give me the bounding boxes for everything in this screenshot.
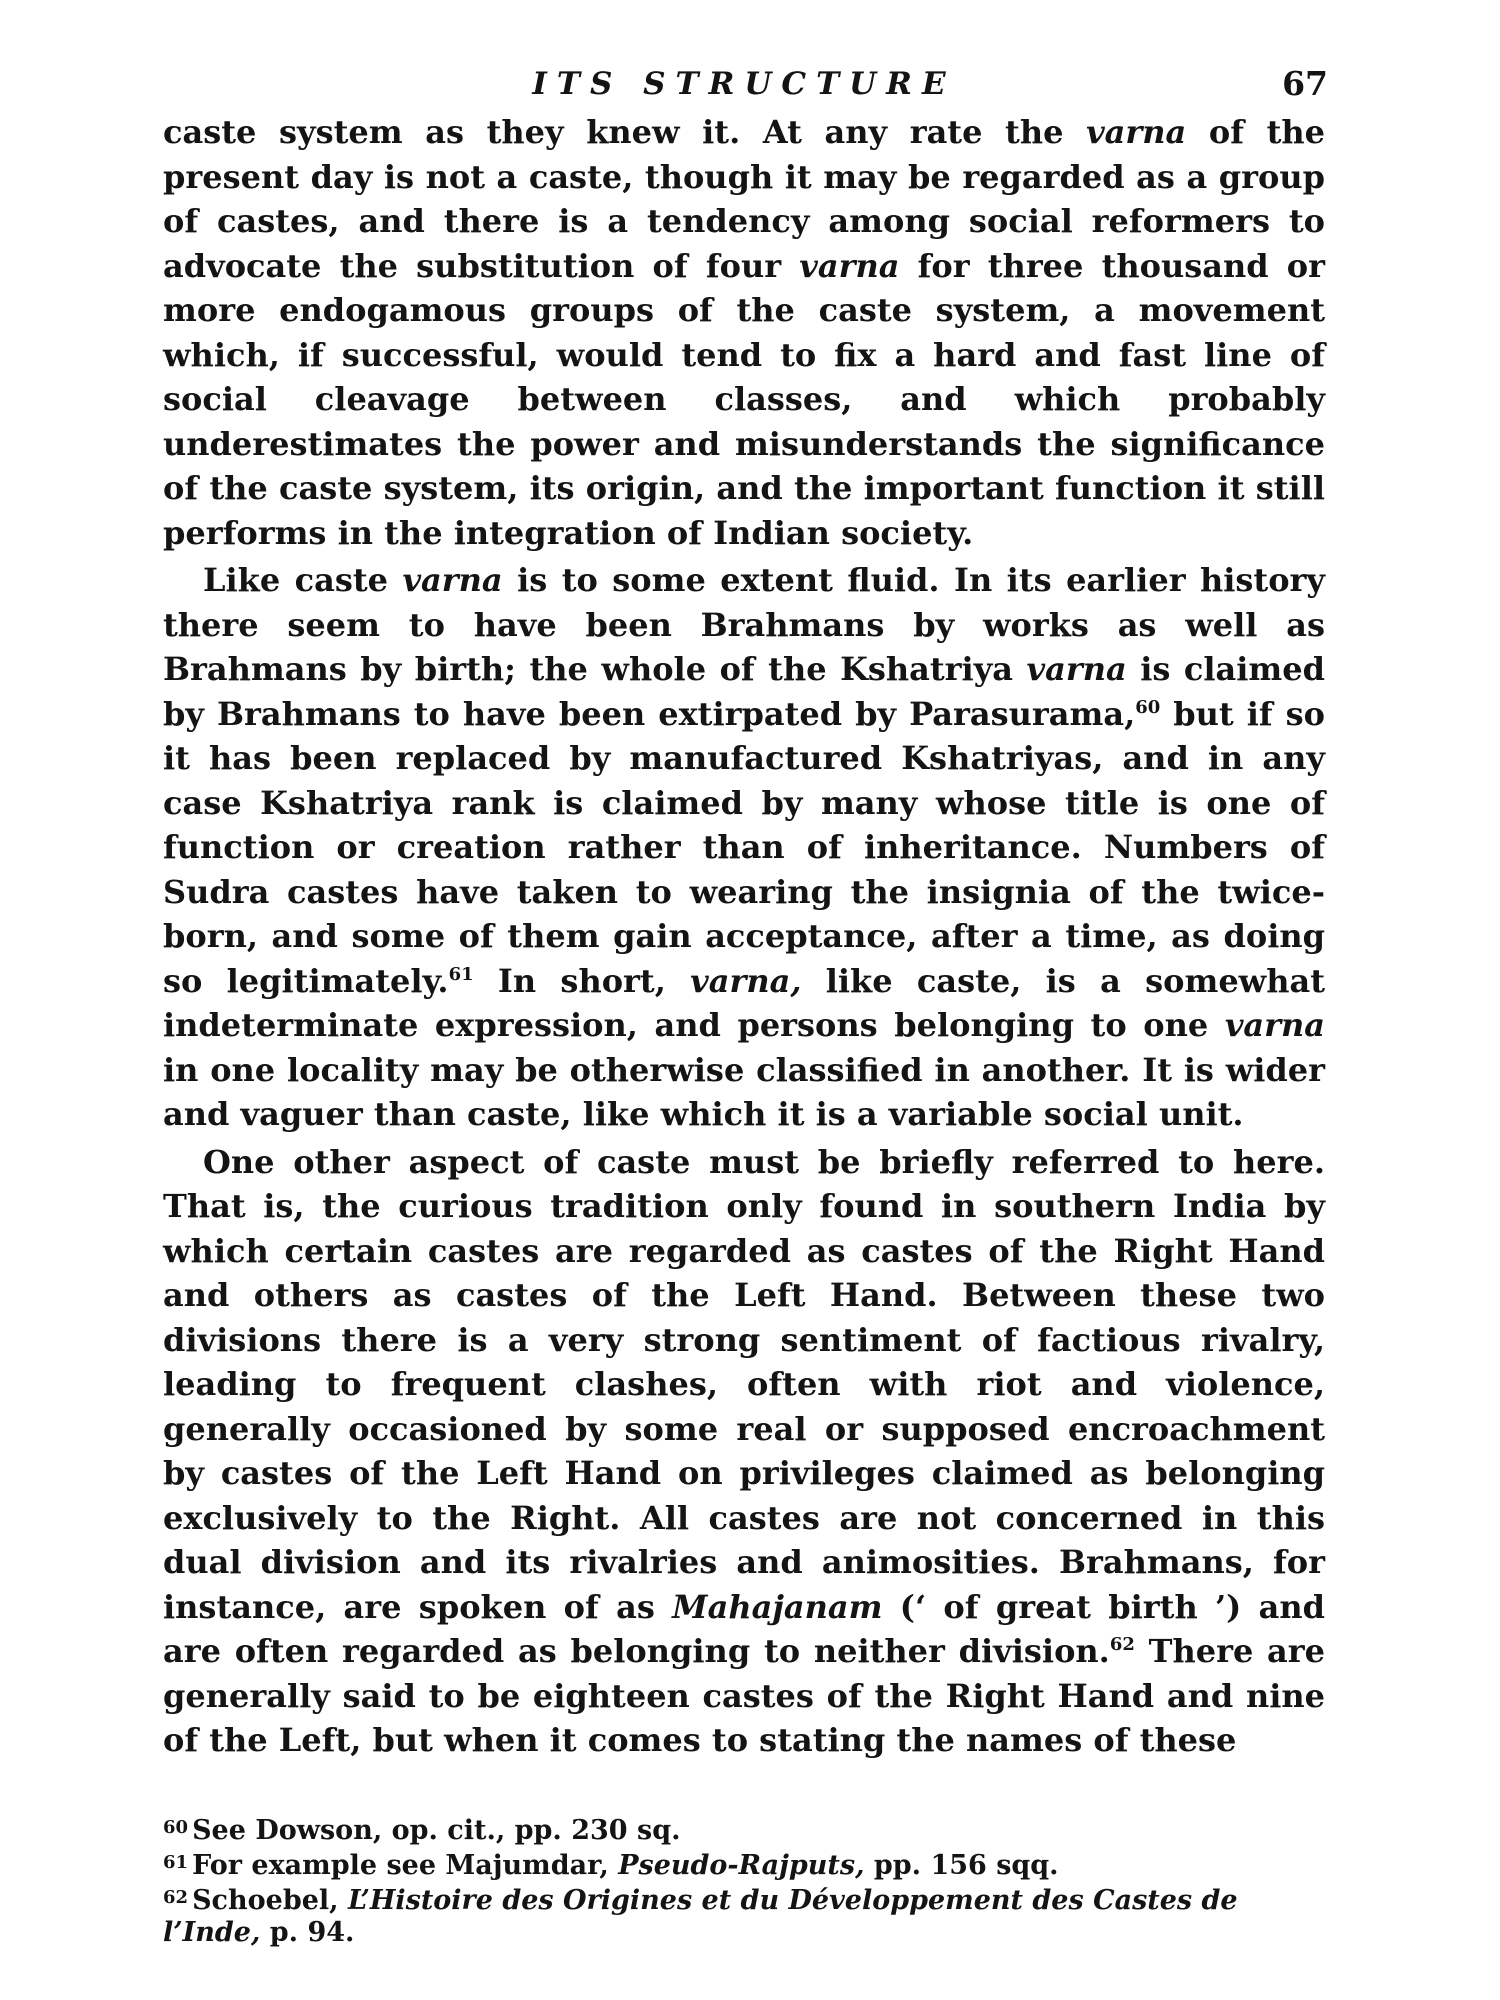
paragraph-2 xyxy=(163,558,1325,1137)
text-run: caste system as they knew it. At any rate the xyxy=(163,113,1087,151)
italic-term: varna xyxy=(1026,650,1127,688)
footnote-ref-60[interactable]: 60 xyxy=(1135,696,1161,718)
footnote-61 xyxy=(163,1847,1325,1882)
italic-term: varna, xyxy=(690,961,802,1000)
footnotes xyxy=(163,1812,1325,1949)
text-run: but if so it has been replaced by manufactured Kshatriyas, and in any case Kshatriya rank is claimed by many whose title is one of function or creation rather than of inheritance. Numbers of Sudra castes have taken to wearing the insignia of the twice-born, and some of them gain acceptance, after a time, as doing so legitimately. xyxy=(163,694,1326,1000)
footnote-ref-61[interactable]: 61 xyxy=(448,963,474,985)
footnote-number: 61 xyxy=(163,1852,189,1873)
text-run: for three thousand or more endogamous groups of the caste system, a movement which, if successful, would tend to fix a hard and fast line of social cleavage between classes, and which probably underestimates the power and misunderstands the significance of the caste system, its origin, and the important function it still performs in the integration of Indian society. xyxy=(163,246,1326,552)
footnote-text: See Dowson, op. cit., pp. 230 sq. xyxy=(192,1815,681,1846)
text-run: is claimed by Brahmans to have been extirpated by Parasurama, xyxy=(163,650,1326,733)
text-run: Like caste xyxy=(203,561,403,599)
footnote-text: pp. 156 sqq. xyxy=(864,1850,1059,1881)
italic-term: varna xyxy=(1224,1006,1325,1044)
footnote-text: p. 94. xyxy=(260,1917,355,1948)
footnote-text: For example see Majumdar, xyxy=(192,1850,619,1881)
page-header xyxy=(160,58,1328,108)
text-run: in one locality may be otherwise classified in another. It is wider and vaguer than caste, like which it is a variable social unit. xyxy=(163,1050,1325,1133)
footnote-number: 60 xyxy=(163,1817,189,1838)
body-text xyxy=(163,110,1325,1763)
paragraph-3 xyxy=(163,1140,1325,1763)
running-head: ITS STRUCTURE xyxy=(532,66,956,102)
footnote-text: Schoebel, xyxy=(192,1885,348,1916)
text-run: There are generally said to be eighteen castes of the Right Hand and nine of the Left, but when it comes to stating the names of these xyxy=(163,1632,1326,1759)
italic-term: varna xyxy=(1086,113,1187,151)
italic-term: Mahajanam xyxy=(672,1587,883,1626)
footnote-ref-62[interactable]: 62 xyxy=(1109,1634,1135,1655)
footnote-title: Pseudo-Rajputs, xyxy=(618,1850,865,1881)
text-run: is to some extent fluid. In its earlier history there seem to have been Brahmans by works as well as Brahmans by birth; the whole of the Kshatriya xyxy=(163,561,1326,688)
italic-term: varna xyxy=(402,561,503,599)
italic-term: varna xyxy=(799,246,900,285)
text-run: like caste, is a somewhat indeterminate expression, and persons belonging to one xyxy=(163,961,1326,1044)
text-run: In short, xyxy=(473,961,691,1000)
text-run: One other aspect of caste must be briefly referred to here. That is, the curious tradition only found in southern India by which certain castes are regarded as castes of the Right Hand and others as castes of the Left Hand. Between these two divisions there is a very strong sentiment of factious rivalry, leading to frequent clashes, often with riot and violence, generally occasioned by some real or supposed encroachment by castes of the Left Hand on privileges claimed as belonging exclusively to the Right. All castes are not concerned in this dual division and its rivalries and animosities. Brahmans, for instance, are spoken of as xyxy=(163,1142,1325,1626)
footnote-62 xyxy=(163,1882,1325,1949)
footnote-number: 62 xyxy=(163,1887,189,1908)
paragraph-1 xyxy=(163,110,1325,555)
text-run: of the present day is not a caste, though it may be regarded as a group of castes, and there is a tendency among social reformers to advocate the substitution of four xyxy=(163,113,1326,285)
page-number: 67 xyxy=(1282,64,1328,103)
text-run: (‘ of great birth ’) and are often regarded as belonging to neither division. xyxy=(163,1587,1326,1670)
footnote-title: L’Histoire des Origines et du Développement des Castes de l’Inde, xyxy=(163,1885,1238,1948)
footnote-60 xyxy=(163,1812,1325,1847)
